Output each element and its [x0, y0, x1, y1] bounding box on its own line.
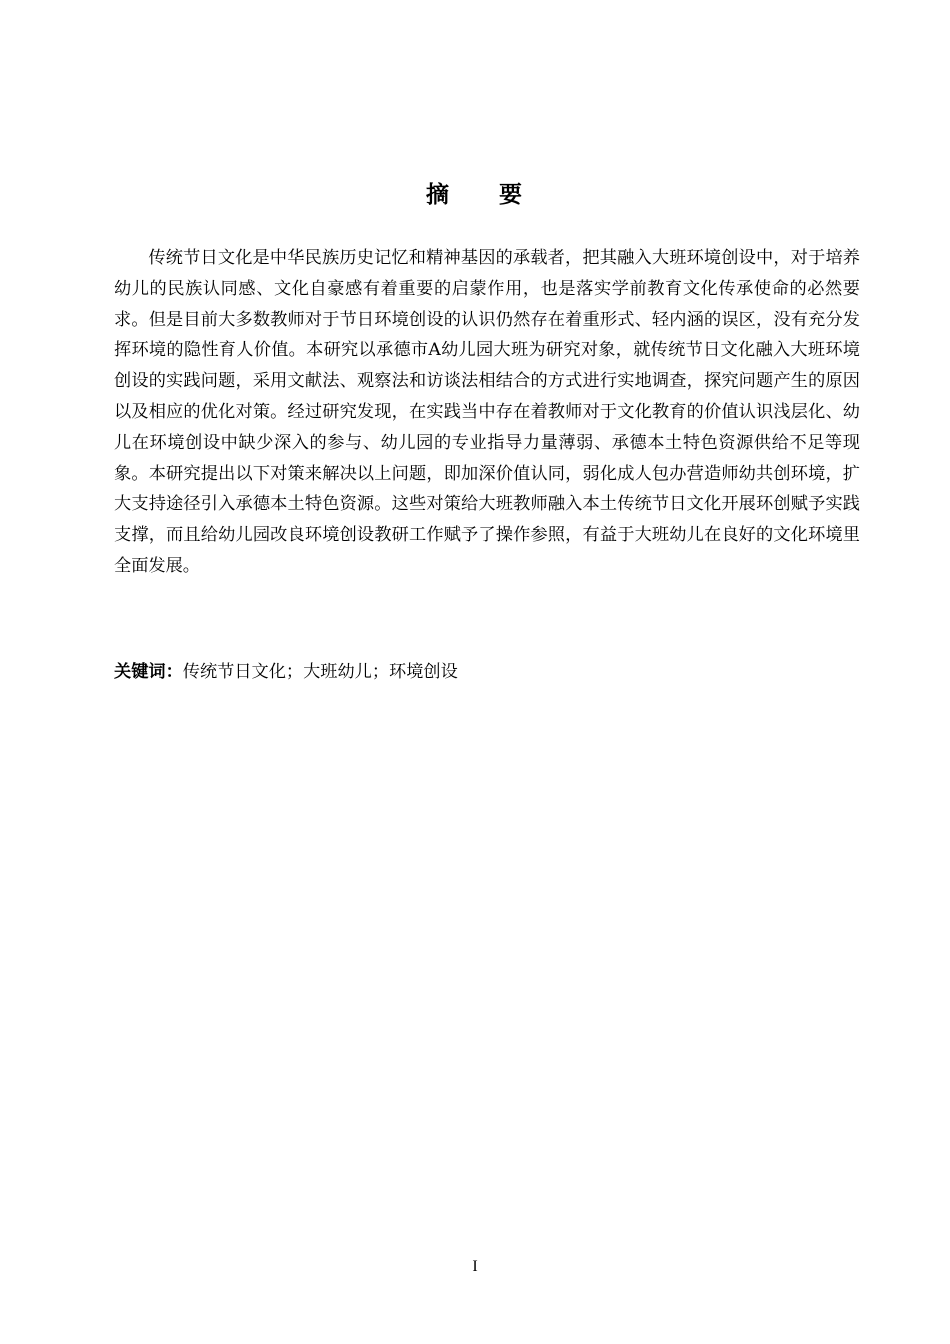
page-number: I — [472, 1258, 478, 1275]
abstract-body: 传统节日文化是中华民族历史记忆和精神基因的承载者，把其融入大班环境创设中，对于培养幼儿的民族认同感、文化自豪感有着重要的启蒙作用，也是落实学前教育文化传承使命的必然要求。但是目前大多数教师对于节日环境创设的认识仍然存在着重形式、轻内涵的误区，没有充分发挥环境的隐性育人价值。本研究以承德市A幼儿园大班为研究对象，就传统节日文化融入大班环境创设的实践问题，采用文献法、观察法和访谈法相结合的方式进行实地调查，探究问题产生的原因以及相应的优化对策。经过研究发现，在实践当中存在着教师对于文化教育的价值认识浅层化、幼儿在环境创设中缺少深入的参与、幼儿园的专业指导力量薄弱、承德本土特色资源供给不足等现象。本研究提出以下对策来解决以上问题，即加深价值认同，弱化成人包办营造师幼共创环境，扩大支持途径引入承德本土特色资源。这些对策给大班教师融入本土传统节日文化开展环创赋予实践支撑，而且给幼儿园改良环境创设教研工作赋予了操作参照，有益于大班幼儿在良好的文化环境里全面发展。 — [114, 248, 860, 576]
keywords-label: 关键词： — [114, 662, 183, 682]
abstract-heading — [0, 178, 950, 212]
keywords-text: 传统节日文化；大班幼儿；环境创设 — [182, 662, 458, 682]
heading-char-1: 摘 — [426, 182, 451, 208]
keywords-line — [114, 657, 860, 687]
heading-char-2: 要 — [499, 182, 524, 208]
